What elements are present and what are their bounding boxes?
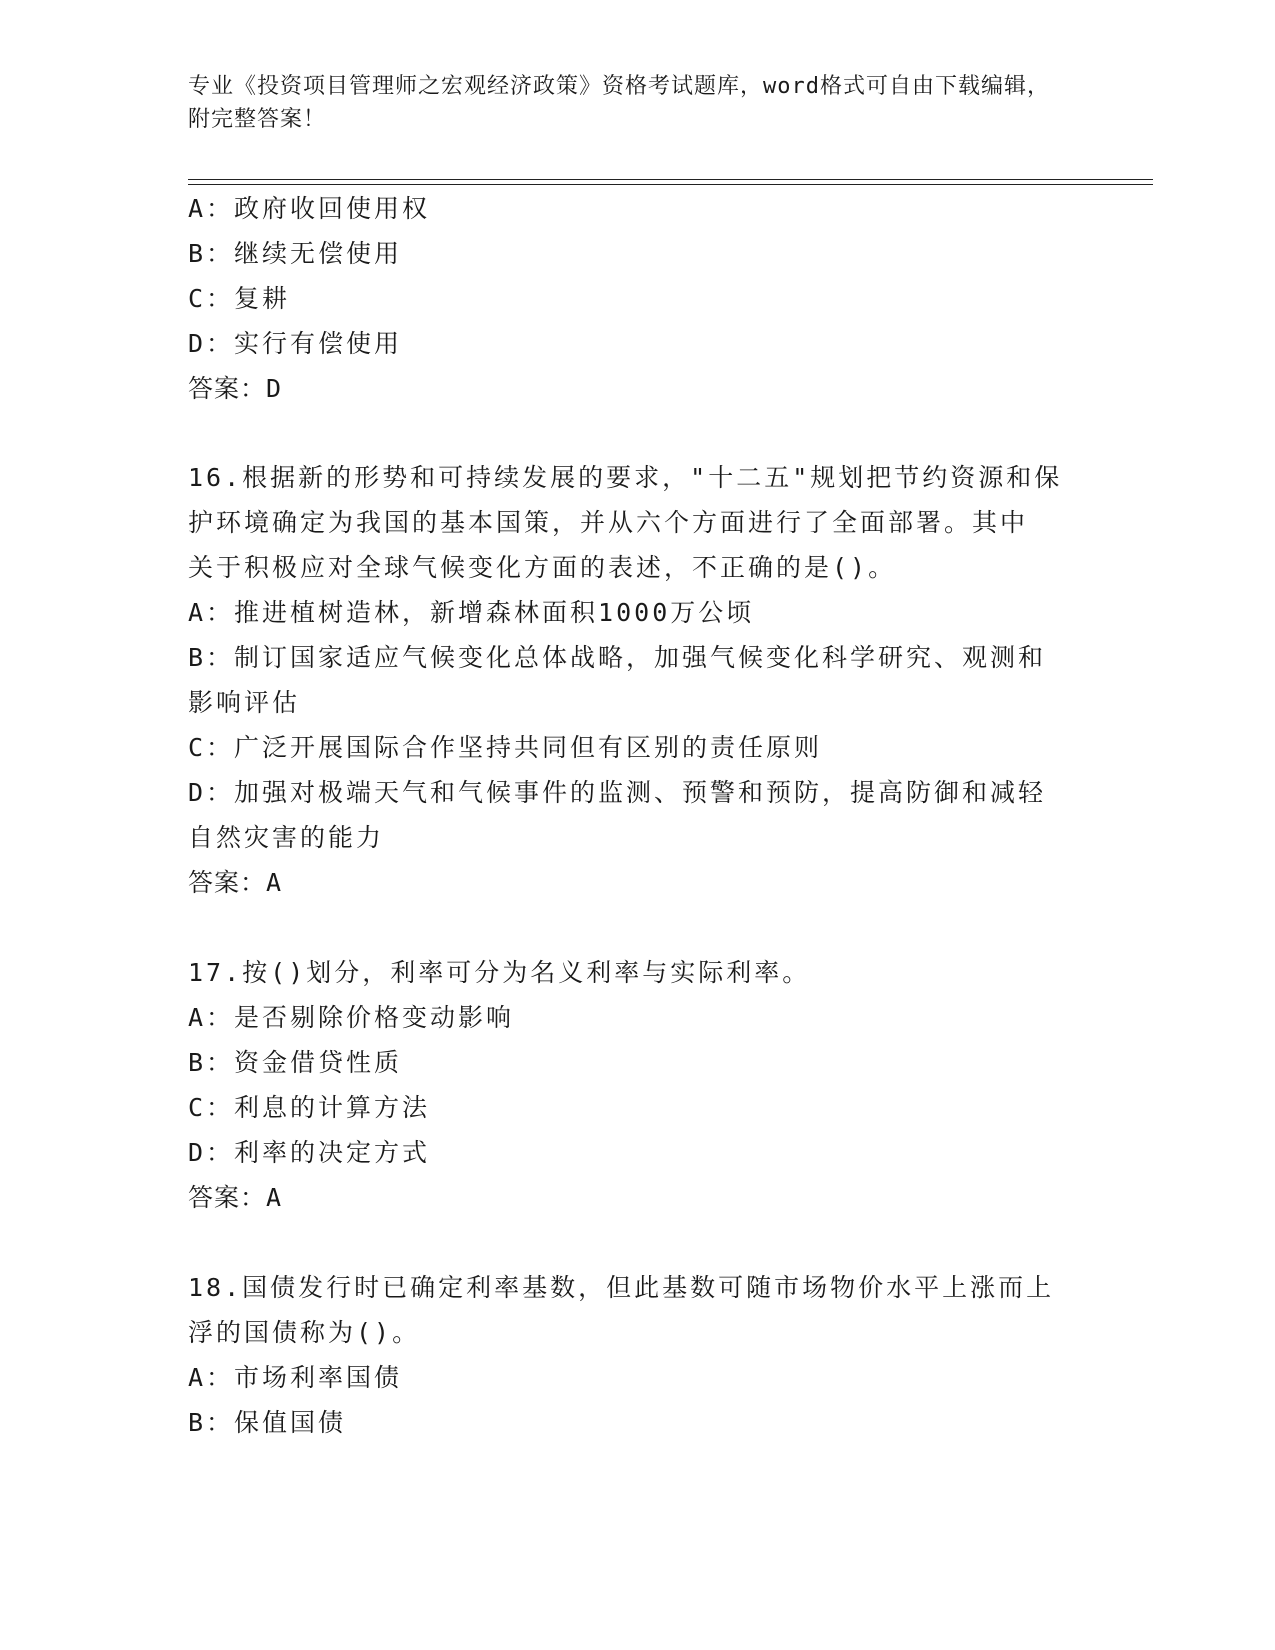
q15-option-b: B：继续无偿使用 xyxy=(188,239,403,268)
q18-stem-line-1: 18.国债发行时已确定利率基数，但此基数可随市场物价水平上涨而上 xyxy=(188,1273,1055,1302)
header-divider-top xyxy=(188,179,1153,180)
header-divider-bottom xyxy=(188,184,1153,185)
q17-answer: 答案：A xyxy=(188,1183,283,1212)
document-header: 专业《投资项目管理师之宏观经济政策》资格考试题库，word格式可自由下载编辑，附完整答案！ xyxy=(188,74,1050,132)
q16-option-d-line-1: D：加强对极端天气和气候事件的监测、预警和预防，提高防御和减轻 xyxy=(188,778,1047,807)
q17-option-d: D：利率的决定方式 xyxy=(188,1138,431,1167)
q17-option-b: B：资金借贷性质 xyxy=(188,1048,403,1077)
q16-stem-line-2: 护环境确定为我国的基本国策，并从六个方面进行了全面部署。其中 xyxy=(188,508,1029,537)
q15-option-c: C：复耕 xyxy=(188,284,291,313)
q16-option-a: A：推进植树造林，新增森林面积1000万公顷 xyxy=(188,598,755,627)
q16-answer: 答案：A xyxy=(188,868,283,897)
q18-option-a: A：市场利率国债 xyxy=(188,1363,403,1392)
q16-option-d-line-2: 自然灾害的能力 xyxy=(188,823,385,852)
q15-option-a: A：政府收回使用权 xyxy=(188,194,431,223)
q15-answer: 答案：D xyxy=(188,374,283,403)
q18-stem-line-2: 浮的国债称为()。 xyxy=(188,1318,421,1347)
q16-stem-line-3: 关于积极应对全球气候变化方面的表述，不正确的是()。 xyxy=(188,553,897,582)
q16-option-c: C：广泛开展国际合作坚持共同但有区别的责任原则 xyxy=(188,733,823,762)
q15-option-d: D：实行有偿使用 xyxy=(188,329,403,358)
q16-stem-line-1: 16.根据新的形势和可持续发展的要求，"十二五"规划把节约资源和保 xyxy=(188,463,1063,492)
q17-option-a: A：是否剔除价格变动影响 xyxy=(188,1003,515,1032)
q17-stem: 17.按()划分，利率可分为名义利率与实际利率。 xyxy=(188,958,811,987)
q18-option-b: B：保值国债 xyxy=(188,1408,347,1437)
q16-option-b-line-1: B：制订国家适应气候变化总体战略，加强气候变化科学研究、观测和 xyxy=(188,643,1047,672)
q16-option-b-line-2: 影响评估 xyxy=(188,688,301,717)
q17-option-c: C：利息的计算方法 xyxy=(188,1093,431,1122)
